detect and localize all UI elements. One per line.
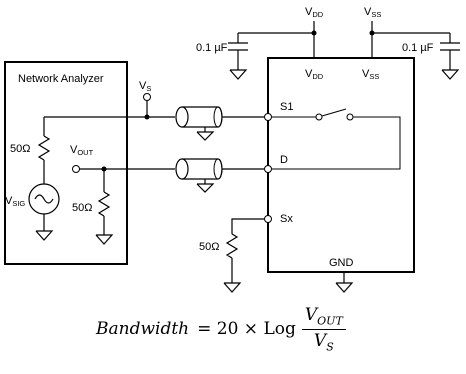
vdd-top-label: VDD bbox=[305, 6, 324, 19]
ground-icon bbox=[36, 231, 52, 240]
formula-operator: = 20 × Log bbox=[197, 319, 296, 339]
gnd-pin-label: GND bbox=[329, 257, 354, 269]
formula-lhs: Bandwidth bbox=[96, 319, 190, 339]
d-pin bbox=[265, 166, 272, 173]
s1-signal-path bbox=[127, 80, 264, 140]
formula-fraction bbox=[302, 305, 346, 353]
network-analyzer-box bbox=[5, 62, 127, 264]
supply-section bbox=[196, 6, 460, 79]
formula-denominator: $V_S$ bbox=[313, 330, 334, 353]
source-resistor-icon bbox=[39, 136, 49, 160]
vs-probe-label: VS bbox=[139, 80, 152, 93]
network-analyzer bbox=[5, 62, 127, 264]
source-resistor-label: 50Ω bbox=[10, 143, 31, 155]
ground-icon bbox=[442, 70, 458, 79]
sx-pin-label: Sx bbox=[280, 213, 293, 225]
sx-pin bbox=[265, 216, 272, 223]
vsig-label: VSIG bbox=[5, 195, 26, 208]
coax-cable-icon bbox=[176, 107, 222, 140]
d-pin-label: D bbox=[280, 154, 288, 166]
sx-resistor-label: 50Ω bbox=[199, 241, 220, 253]
vout-probe-label: VOUT bbox=[70, 144, 94, 157]
sx-resistor-icon bbox=[227, 234, 237, 258]
s1-pin bbox=[265, 114, 272, 121]
vss-top-label: VSS bbox=[364, 6, 382, 19]
vout-probe-terminal bbox=[73, 166, 80, 173]
bandwidth-formula bbox=[96, 304, 346, 354]
capacitor-left-label: 0.1 µF bbox=[196, 42, 228, 54]
switch-ic-body bbox=[268, 58, 414, 272]
vs-probe-terminal bbox=[144, 94, 151, 101]
capacitor-right-label: 0.1 µF bbox=[402, 42, 434, 54]
ground-icon bbox=[96, 235, 112, 244]
load-resistor-label: 50Ω bbox=[72, 202, 93, 214]
ground-icon bbox=[336, 283, 352, 292]
coax-cable-icon bbox=[176, 159, 222, 192]
switch-ic bbox=[265, 58, 415, 292]
vss-pin-label: VSS bbox=[362, 68, 380, 81]
vdd-pin-label: VDD bbox=[305, 68, 324, 81]
bypass-capacitor-left bbox=[228, 33, 248, 70]
formula-numerator: $V_{OUT}$ bbox=[302, 305, 346, 329]
analog-switch-icon bbox=[272, 109, 400, 169]
network-analyzer-label: Network Analyzer bbox=[18, 73, 104, 85]
load-resistor-icon bbox=[99, 192, 109, 216]
sx-termination bbox=[199, 219, 264, 292]
ground-icon bbox=[230, 70, 246, 79]
s1-pin-label: S1 bbox=[280, 101, 294, 113]
d-signal-path bbox=[127, 159, 264, 192]
bypass-capacitor-right bbox=[440, 33, 460, 70]
ground-icon bbox=[224, 283, 240, 292]
